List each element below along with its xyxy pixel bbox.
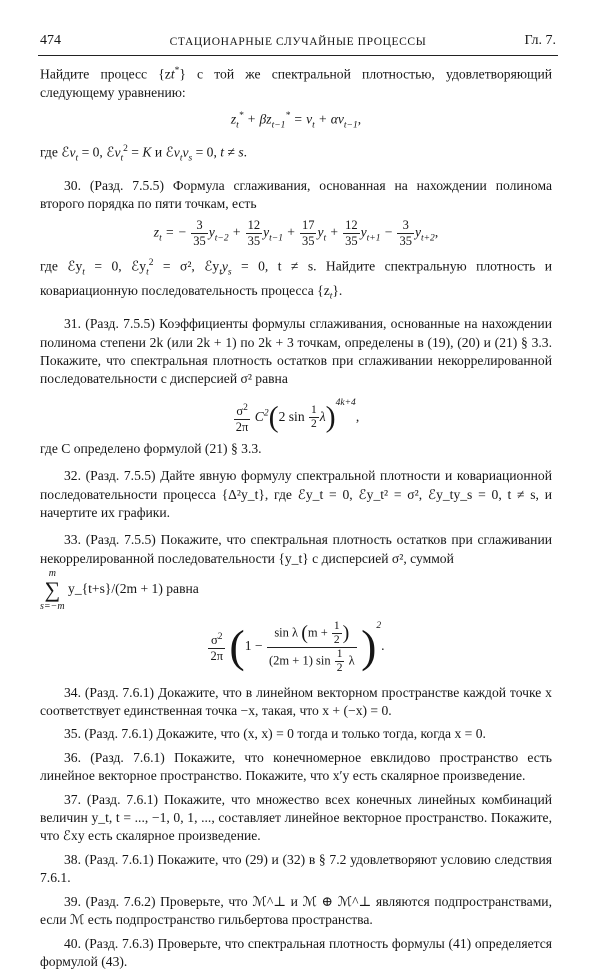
exercise-31-equation: $\frac{\sigma^2}{2\pi}$ $C^2(2$ sin $\frac{1}{2}$ λ)$^{4k+4}$, <box>235 397 360 434</box>
exercise-36: 36. (Разд. 7.6.1) Покажите, что конечномерное евклидово пространство есть линейное векторное пространство. Покажите, что x′y есть скалярное произведение. <box>40 749 552 784</box>
exercise-38-number: 38. <box>64 851 81 867</box>
exercise-38: 38. (Разд. 7.6.1) Покажите, что (29) и (32) в § 7.2 удовлетворяют условию следствия 7.6.1. <box>40 851 552 886</box>
exercise-29-condition: где ℰv$_t$ = 0, ℰv$_t^2$ = K и $ℰv_tv_s = 0$, t ≠ s. <box>40 144 248 164</box>
exercise-36-number: 36. <box>64 749 81 765</box>
header-rule <box>38 55 558 56</box>
exercise-29-text: Найдите процесс {zt*} с той же спектральной плотностью, удовлетворяющий следующему уравнению: <box>40 66 552 100</box>
exercise-32-text: 32. (Разд. 7.5.5) Дайте явную формулу спектральной плотности и ковариационной последовательности процесса {Δ²y_t}, где ℰy_t = 0, ℰy_t² = σ², ℰy_ty_s = 0, t ≠ s, и начертите их графики. <box>40 468 552 521</box>
chapter-label: Гл. 7. <box>524 33 556 48</box>
exercise-40-number: 40. <box>64 935 81 951</box>
exercise-30-number: 30. <box>64 177 81 193</box>
exercise-30-after: где ℰy$_t$ = 0, ℰy$_t^2$ = σ², $ℰy_ty_s = 0$, t ≠ s. Найдите спектральную плотность и ковариационную последовательность процесса $\{z_t\}$. <box>40 258 552 302</box>
running-title: СТАЦИОНАРНЫЕ СЛУЧАЙНЫЕ ПРОЦЕССЫ <box>169 36 427 48</box>
exercise-35-number: 35. <box>64 726 81 742</box>
exercise-37-number: 37. <box>64 791 81 807</box>
exercise-35: 35. (Разд. 7.6.1) Докажите, что (x, x) = 0 тогда и только тогда, когда x = 0. <box>64 726 486 742</box>
exercise-30-text: 30. (Разд. 7.5.5) Формула сглаживания, основанная на нахождении полинома второго порядка по пяти точкам, есть <box>40 177 552 212</box>
exercise-40: 40. (Разд. 7.6.3) Проверьте, что спектральная плотность формулы (41) определяется формулой (43). <box>40 935 552 969</box>
exercise-33-number: 33. <box>64 532 81 548</box>
exercise-33-text: 33. (Разд. 7.5.5) Покажите, что спектральная плотность остатков при сглаживании некоррелированной последовательности {y_t} с дисперсией σ², суммой <box>40 532 552 566</box>
exercise-30-equation: $z_t$ = − $\frac{3}{35}$ $y_{t-2}$ + $\frac{12}{35}$ $y_{t-1}$ + $\frac{17}{35}$ $y_t$ + $\frac{12}{35}$ $y_{t+1}$ − $\frac{3}{35}$ $y_{t+2}$, <box>153 218 439 249</box>
exercise-33-equation: $\frac{\sigma^2}{2\pi}$ (1 − sin λ (m + $\frac{1}{2}$ ) (2m + 1) sin $\frac{1}{2}$ λ )$^2$. <box>210 619 385 674</box>
page-number: 474 <box>40 33 61 48</box>
exercise-34: 34. (Разд. 7.6.1) Докажите, что в линейном векторном пространстве каждой точке x соответствует единственная точка −x, такая, что x + (−x) = 0. <box>40 684 552 719</box>
running-header <box>40 30 556 50</box>
exercise-39-number: 39. <box>64 893 81 909</box>
exercise-33-sum: m ∑ s=−m y_{t+s}/(2m + 1) равна <box>40 568 199 613</box>
exercise-37: 37. (Разд. 7.6.1) Покажите, что множество всех конечных линейных комбинаций величин y_t, t = ..., −1, 0, 1, ..., составляет линейное векторное пространство. Покажите, что ℰxy есть скалярное произведение. <box>40 791 552 844</box>
exercise-32-number: 32. <box>64 468 81 484</box>
exercise-31-after: где C определено формулой (21) § 3.3. <box>40 440 262 456</box>
exercise-31-number: 31. <box>64 316 81 332</box>
exercise-39: 39. (Разд. 7.6.2) Проверьте, что ℳ^⊥ и ℳ ⊕ ℳ^⊥ являются подпространствами, если ℳ есть подпространство гильбертова пространства. <box>40 893 552 928</box>
page-body <box>40 62 552 971</box>
exercise-31-text: 31. (Разд. 7.5.5) Коэффициенты формулы сглаживания, основанные на нахождении полинома степени 2k (или 2k + 1) по 2k + 3 точкам, определены в (19), (20) и (21) § 3.3. Покажите, что спектральная плотность остатков при сглаживании некоррелированной последовательности с дисперсией σ² равна <box>40 316 552 387</box>
exercise-34-number: 34. <box>64 684 81 700</box>
exercise-29-equation: $z_t^* + \beta z_{t-1}^* = v_t + \alpha v_{t-1}$, <box>230 111 362 131</box>
